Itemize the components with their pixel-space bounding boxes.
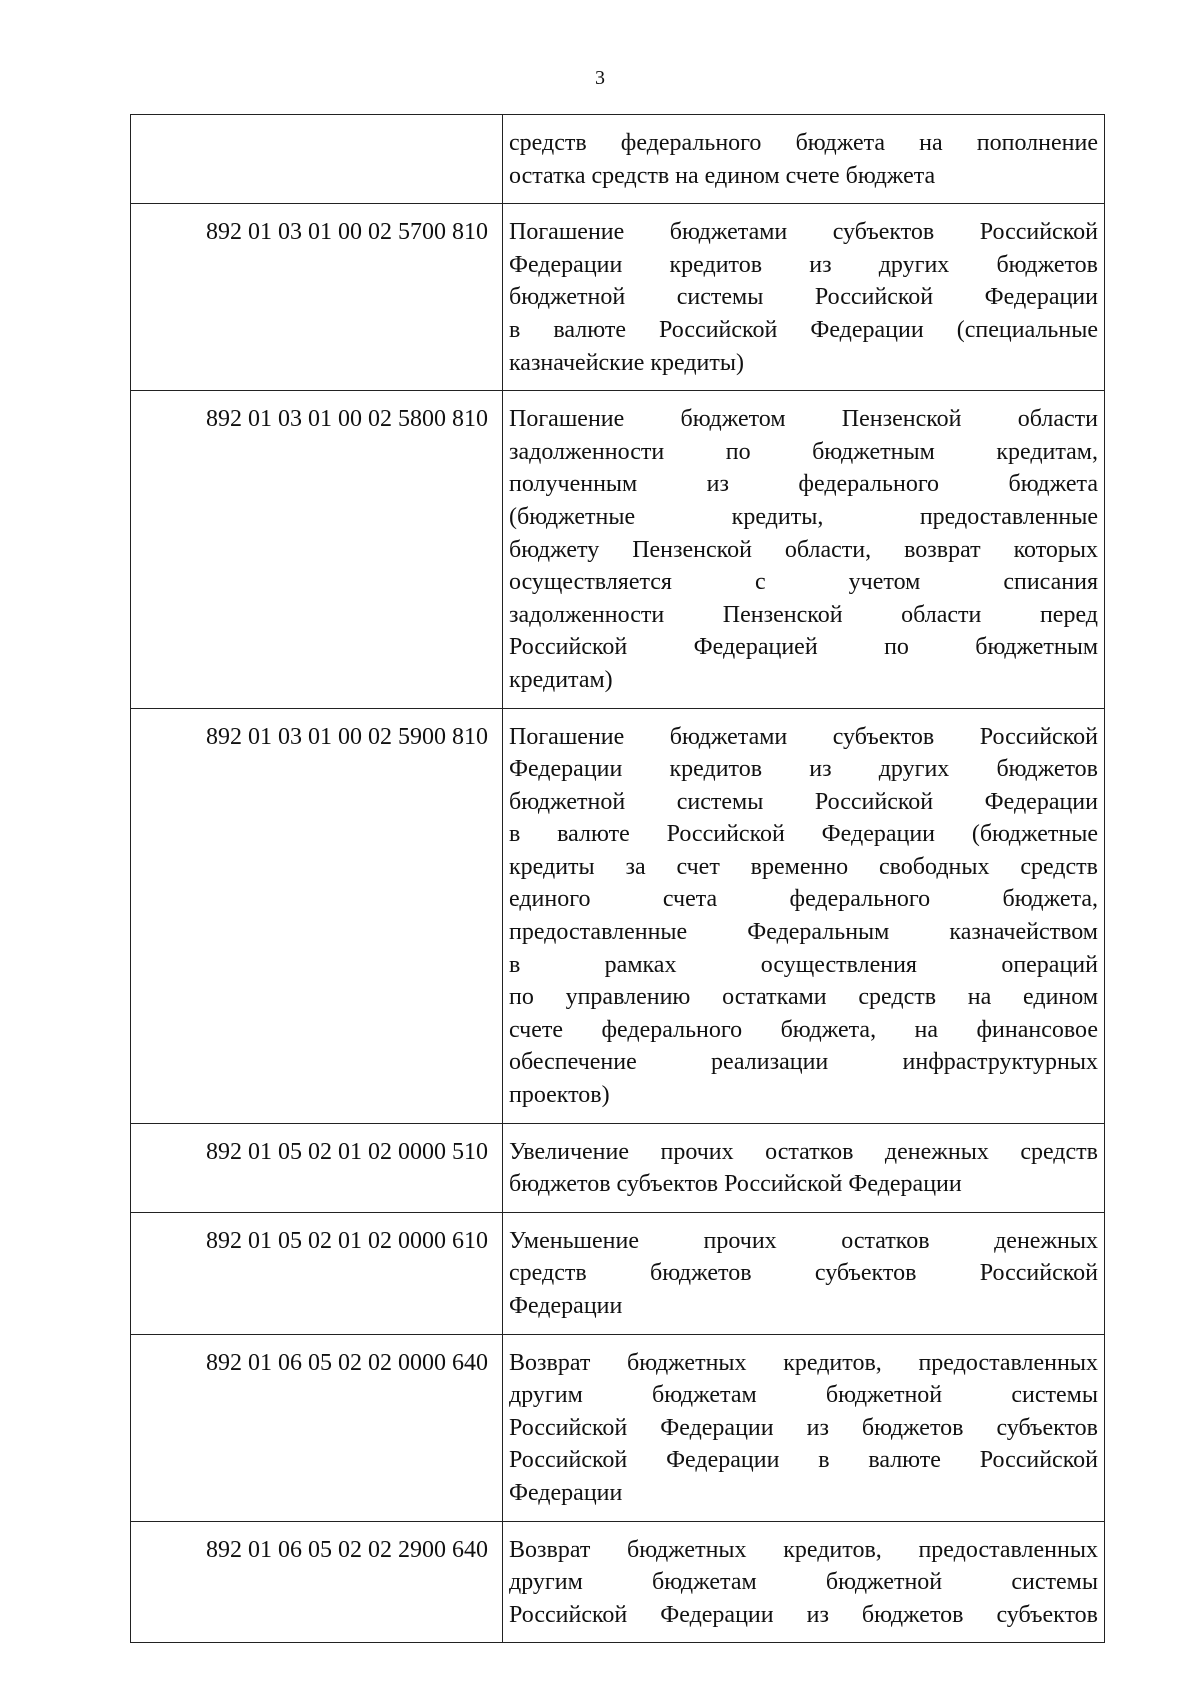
description-line: Возврат бюджетных кредитов, предоставленных: [509, 1536, 1098, 1563]
table-row: [131, 1123, 1105, 1212]
description-line: обеспечение реализации инфраструктурных: [509, 1049, 1098, 1076]
table-row: [131, 1212, 1105, 1334]
budget-code-cell: 892 01 05 02 01 02 0000 610: [131, 1212, 503, 1334]
page-number: 3: [595, 67, 605, 89]
description-line: задолженности по бюджетным кредитам,: [509, 438, 1098, 465]
description-line: Федерации: [509, 1479, 623, 1506]
description-cell: [503, 1212, 1105, 1334]
description-line: счете федерального бюджета, на финансовое: [509, 1016, 1098, 1043]
description-line: бюджетной системы Российской Федерации: [509, 284, 1098, 311]
description-line: казначейские кредиты): [509, 349, 744, 376]
table-row: [131, 1521, 1105, 1643]
budget-code-cell: 892 01 06 05 02 02 2900 640: [131, 1521, 503, 1643]
description-cell: [503, 1334, 1105, 1521]
budget-code-cell: [131, 115, 503, 204]
description-line: средств федерального бюджета на пополнение: [509, 130, 1098, 156]
description-line: Федерации: [509, 1293, 623, 1319]
description-line: бюджету Пензенской области, возврат которых: [509, 536, 1098, 563]
description-cell: [503, 1123, 1105, 1212]
description-line: кредиты за счет временно свободных средств: [509, 853, 1098, 880]
description-line: (бюджетные кредиты, предоставленные: [509, 503, 1098, 530]
budget-code-cell: 892 01 03 01 00 02 5900 810: [131, 708, 503, 1123]
description-line: единого счета федерального бюджета,: [509, 886, 1098, 913]
description-line: Погашение бюджетом Пензенской области: [509, 406, 1098, 433]
description-line: Российской Федерации в валюте Российской: [509, 1447, 1098, 1474]
description-cell: [503, 708, 1105, 1123]
table-row: [131, 391, 1105, 708]
budget-code-cell: 892 01 03 01 00 02 5800 810: [131, 391, 503, 708]
budget-code-cell: 892 01 03 01 00 02 5700 810: [131, 204, 503, 391]
description-line: Российской Федерацией по бюджетным: [509, 634, 1098, 661]
description-line: другим бюджетам бюджетной системы: [509, 1569, 1098, 1596]
description-line: Погашение бюджетами субъектов Российской: [509, 723, 1098, 750]
description-line: в рамках осуществления операций: [509, 951, 1098, 978]
description-cell: [503, 391, 1105, 708]
description-line: кредитам): [509, 666, 613, 693]
description-line: в валюте Российской Федерации (бюджетные: [509, 821, 1098, 848]
budget-code-cell: 892 01 05 02 01 02 0000 510: [131, 1123, 503, 1212]
description-line: предоставленные Федеральным казначейством: [509, 919, 1098, 946]
table-row: [131, 204, 1105, 391]
description-line: проектов): [509, 1082, 610, 1109]
description-cell: [503, 115, 1105, 204]
description-line: осуществляется с учетом списания: [509, 569, 1098, 596]
description-line: Федерации кредитов из других бюджетов: [509, 756, 1098, 783]
description-line: средств бюджетов субъектов Российской: [509, 1260, 1098, 1287]
description-line: задолженности Пензенской области перед: [509, 601, 1098, 628]
description-line: по управлению остатками средств на едином: [509, 984, 1098, 1011]
description-cell: [503, 1521, 1105, 1643]
description-line: полученным из федерального бюджета: [509, 471, 1098, 498]
description-line: бюджетной системы Российской Федерации: [509, 788, 1098, 815]
description-line: бюджетов субъектов Российской Федерации: [509, 1171, 962, 1198]
budget-code-cell: 892 01 06 05 02 02 0000 640: [131, 1334, 503, 1521]
table-row: [131, 115, 1105, 204]
table-row: [131, 1334, 1105, 1521]
description-line: Погашение бюджетами субъектов Российской: [509, 219, 1098, 246]
table-body: [131, 115, 1105, 1643]
description-line: Российской Федерации из бюджетов субъектов: [509, 1601, 1098, 1628]
description-line: Уменьшение прочих остатков денежных: [509, 1227, 1098, 1254]
description-line: Возврат бюджетных кредитов, предоставленных: [509, 1349, 1098, 1376]
table-row: [131, 708, 1105, 1123]
description-cell: [503, 204, 1105, 391]
description-line: Увеличение прочих остатков денежных средств: [509, 1138, 1098, 1165]
description-line: остатка средств на едином счете бюджета: [509, 162, 936, 189]
description-line: Российской Федерации из бюджетов субъектов: [509, 1414, 1098, 1441]
description-line: Федерации кредитов из других бюджетов: [509, 251, 1098, 278]
description-line: в валюте Российской Федерации (специальные: [509, 316, 1098, 343]
budget-classification-table: [130, 114, 1105, 1643]
description-line: другим бюджетам бюджетной системы: [509, 1382, 1098, 1409]
